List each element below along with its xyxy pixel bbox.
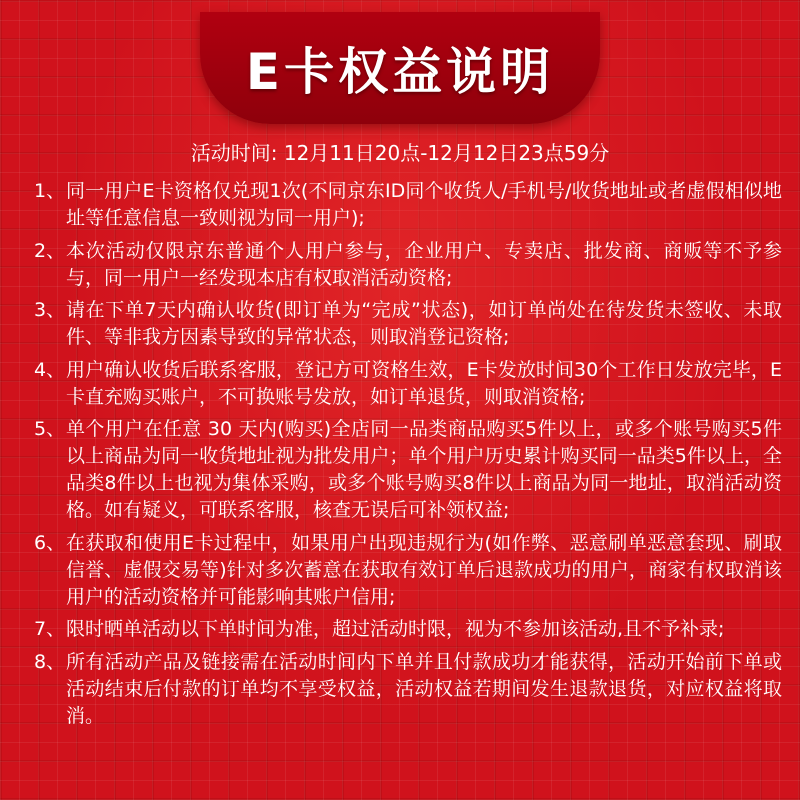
rule-text: 本次活动仅限京东普通个人用户参与，企业用户、专卖店、批发商、商贩等不予参与，同一用户一经发现本店有权取消活动资格; [66,239,782,289]
rule-number: 6、 [34,531,66,554]
rule-number: 3、 [34,299,66,321]
rule-text: 同一用户E卡资格仅兑现1次(不同京东ID同个收货人/手机号/收货地址或者虚假相似地址等任意信息一致则视为同一用户); [66,180,782,229]
rule-item-5 [34,416,782,524]
rule-number: 2、 [34,239,66,262]
rule-number: 5、 [34,418,66,440]
rule-text: 所有活动产品及链接需在活动时间内下单并且付款成功才能获得，活动开始前下单或活动结束后付款的订单均不享受权益，活动权益若期间发生退款退货，对应权益将取消。 [66,650,782,727]
rule-item-6 [34,530,782,611]
rule-text: 单个用户在任意 30 天内(购买)全店同一品类商品购买5件以上，或多个账号购买5件以上商品为同一收货地址视为批发用户；单个用户历史累计购买同一品类5件以上，全品类8件以上也视为集体采购，或多个账号购买8件以上商品为同一地址，取消活动资格。如有疑义，可联系客服，核查无误后可补领权益; [66,418,782,521]
rule-number: 4、 [34,358,66,381]
rule-text: 限时晒单活动以下单时间为准，超过活动时限，视为不参加该活动,且不予补录; [66,618,725,640]
activity-time: 活动时间: 12月11日20点-12月12日23点59分 [190,141,610,165]
rule-text: 在获取和使用E卡过程中，如果用户出现违规行为(如作弊、恶意刷单恶意套现、刷取信誉、虚假交易等)针对多次蓄意在获取有效订单后退款成功的用户，商家有权取消该用户的活动资格并可能影响其账户信用; [66,531,782,608]
title-banner [200,12,600,124]
rule-text: 请在下单7天内确认收货(即订单为“完成”状态)，如订单尚处在待发货未签收、未取件、等非我方因素导致的异常状态，则取消登记资格; [66,299,782,348]
rule-text: 用户确认收货后联系客服，登记方可资格生效，E卡发放时间30个工作日发放完毕，E卡直充购买账户，不可换账号发放，如订单退货，则取消资格; [66,358,782,408]
rule-item-2 [34,238,782,292]
rule-item-4 [34,357,782,411]
rules-list [34,178,782,735]
page-title: E卡权益说明 [245,43,555,101]
rule-item-1 [34,178,782,232]
rule-item-8 [34,649,782,730]
rule-item-7 [34,616,782,643]
rule-number: 8、 [34,650,66,673]
rule-number: 1、 [34,180,66,202]
rule-number: 7、 [34,618,66,640]
rule-item-3 [34,297,782,351]
